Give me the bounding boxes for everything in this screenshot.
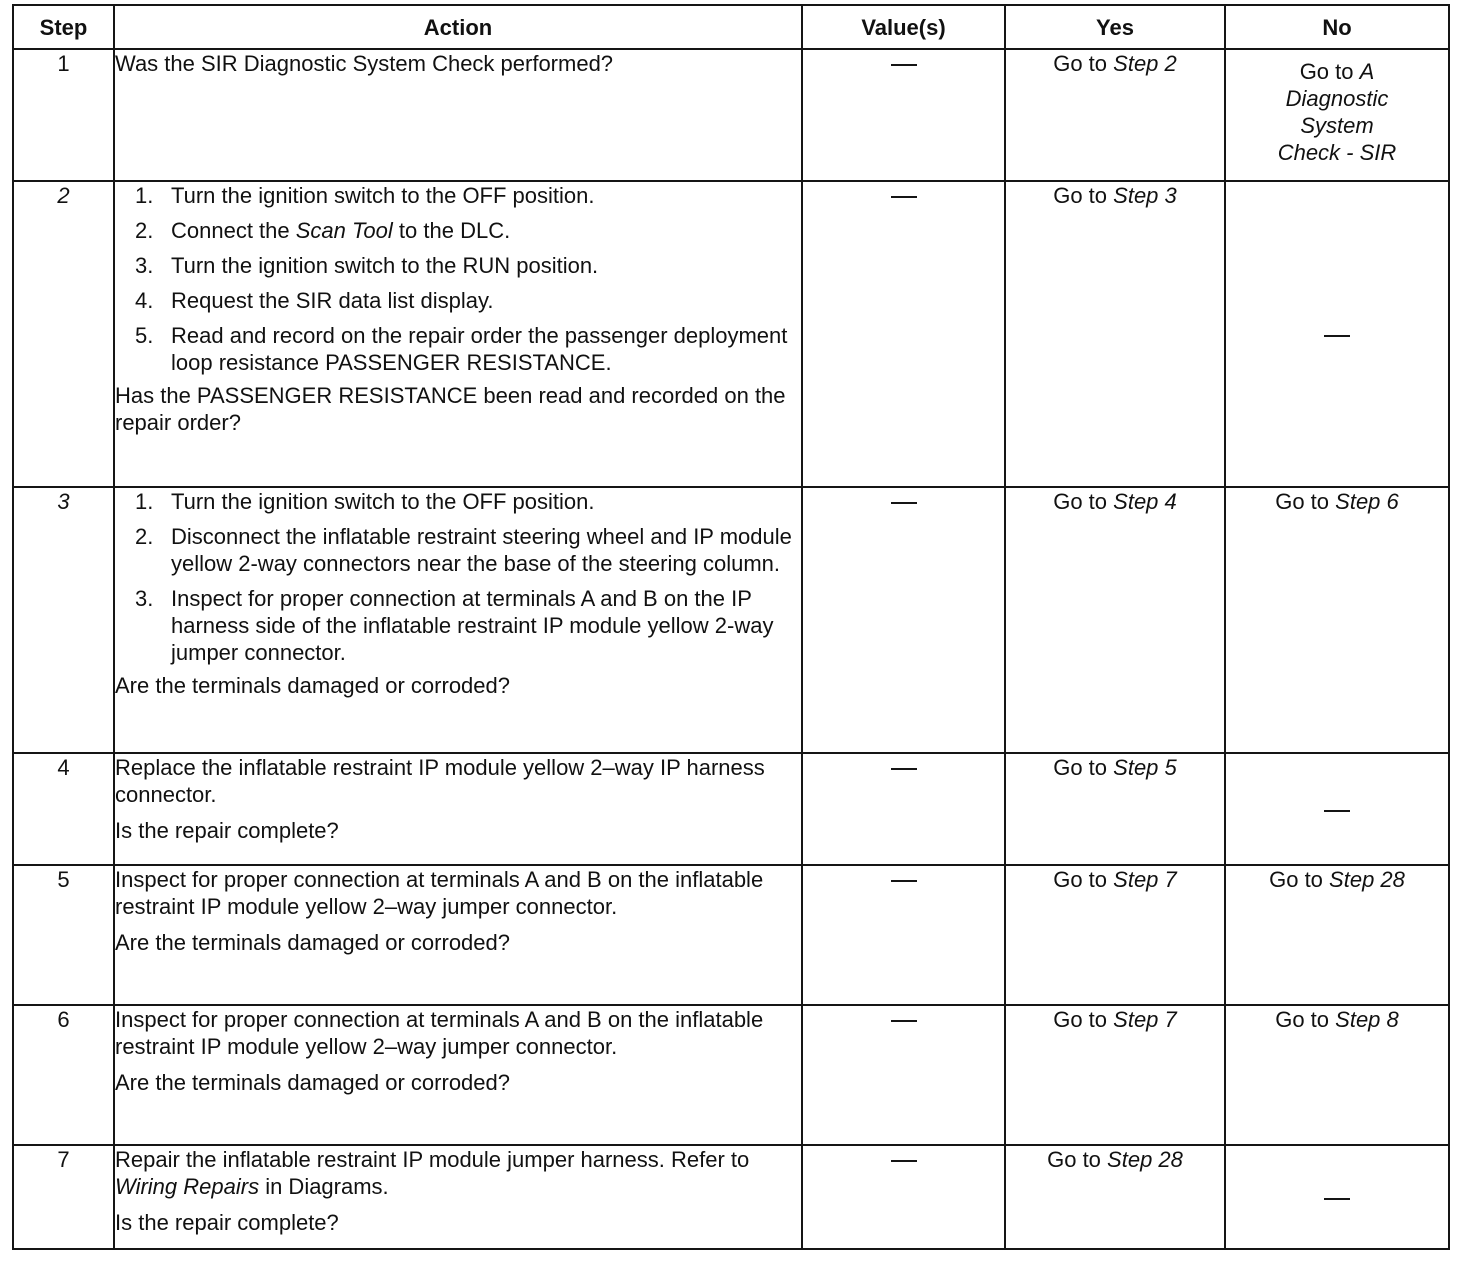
action-step-text: Disconnect the inflatable restraint steering wheel and IP module yellow 2-way connectors near the base of the steering column. xyxy=(171,524,792,576)
yes-cell xyxy=(1005,1145,1225,1249)
action-step: 5. Read and record on the repair order the passenger deployment loop resistance PASSENGER RESISTANCE. xyxy=(135,323,788,375)
step-number: 6 xyxy=(13,1005,114,1145)
step-number: 1 xyxy=(13,49,114,181)
action-step-text: Turn the ignition switch to the RUN position. xyxy=(171,253,599,278)
header-value: Value(s) xyxy=(802,5,1005,49)
table-row xyxy=(13,865,1449,1005)
header-action: Action xyxy=(114,5,802,49)
yes-cell xyxy=(1005,49,1225,181)
action-step-text: Turn the ignition switch to the OFF position. xyxy=(171,183,595,208)
action-step: 2. Disconnect the inflatable restraint steering wheel and IP module yellow 2-way connectors near the base of the steering column. xyxy=(135,524,792,576)
action-question: Are the terminals damaged or corroded? xyxy=(115,930,510,955)
no-step-ref: Step 8 xyxy=(1335,1007,1399,1032)
goto-label: Go to xyxy=(1269,867,1323,892)
header-row xyxy=(13,5,1449,49)
action-text: Inspect for proper connection at terminals A and B on the inflatable restraint IP module yellow 2–way jumper connector. xyxy=(115,1007,764,1059)
no-ref-line: System xyxy=(1300,113,1374,138)
action-step: 4. Request the SIR data list display. xyxy=(135,288,494,313)
yes-cell xyxy=(1005,487,1225,753)
value-cell xyxy=(802,753,1005,865)
table-row xyxy=(13,1145,1449,1249)
yes-step-ref: Step 2 xyxy=(1113,51,1177,76)
no-cell xyxy=(1225,753,1449,865)
no-ref-line: A xyxy=(1359,59,1375,84)
dash-mark xyxy=(891,1020,917,1022)
action-step-text: to the DLC. xyxy=(392,218,511,243)
action-question: Is the repair complete? xyxy=(115,1210,339,1235)
step-number: 3 xyxy=(13,487,114,753)
goto-label: Go to xyxy=(1275,489,1330,514)
dash-mark xyxy=(891,768,917,770)
action-cell xyxy=(114,1145,802,1249)
action-step: 1. Turn the ignition switch to the OFF position. xyxy=(135,489,595,514)
yes-step-ref: Step 7 xyxy=(1113,1007,1177,1032)
yes-step-ref: Step 7 xyxy=(1113,867,1177,892)
dash-mark xyxy=(1324,1198,1350,1200)
goto-label: Go to xyxy=(1053,755,1108,780)
action-text: Inspect for proper connection at terminals A and B on the inflatable restraint IP module yellow 2–way jumper connector. xyxy=(115,867,764,919)
action-step: 2. Connect the Scan Tool to the DLC. xyxy=(135,218,511,243)
goto-label: Go to xyxy=(1053,51,1108,76)
action-text-part: in Diagrams. xyxy=(259,1174,389,1199)
header-yes: Yes xyxy=(1005,5,1225,49)
dash-mark xyxy=(891,64,917,66)
dash-mark xyxy=(1324,335,1350,337)
action-step: 3. Turn the ignition switch to the RUN position. xyxy=(135,253,599,278)
action-step: 1. Turn the ignition switch to the OFF position. xyxy=(135,183,595,208)
value-cell xyxy=(802,865,1005,1005)
step-number: 2 xyxy=(13,181,114,487)
action-cell xyxy=(114,865,802,1005)
header-no: No xyxy=(1225,5,1449,49)
yes-step-ref: Step 5 xyxy=(1113,755,1177,780)
no-cell xyxy=(1225,181,1449,487)
action-steps xyxy=(115,182,801,376)
header-step: Step xyxy=(13,5,114,49)
goto-label: Go to xyxy=(1275,1007,1330,1032)
action-text-part: Repair the inflatable restraint IP module jumper harness. Refer to xyxy=(115,1147,750,1172)
action-cell xyxy=(114,1005,802,1145)
goto-label: Go to xyxy=(1053,867,1108,892)
no-cell xyxy=(1225,1145,1449,1249)
action-step: 3. Inspect for proper connection at terminals A and B on the IP harness side of the inflatable restraint IP module yellow 2-way jumper connector. xyxy=(135,586,774,665)
goto-label: Go to xyxy=(1299,59,1354,84)
goto-label: Go to xyxy=(1053,489,1108,514)
action-step-text: Inspect for proper connection at terminals A and B on the IP harness side of the inflatable restraint IP module yellow 2-way jumper connector. xyxy=(171,586,774,665)
action-question: Are the terminals damaged or corroded? xyxy=(115,673,510,698)
dash-mark xyxy=(1324,810,1350,812)
dash-mark xyxy=(891,1160,917,1162)
value-cell xyxy=(802,487,1005,753)
action-cell xyxy=(114,487,802,753)
no-step-ref: Step 6 xyxy=(1335,489,1399,514)
action-question: Are the terminals damaged or corroded? xyxy=(115,1070,510,1095)
action-step-text: Turn the ignition switch to the OFF position. xyxy=(171,489,595,514)
action-text xyxy=(115,1146,801,1200)
action-cell xyxy=(114,753,802,865)
dash-mark xyxy=(891,502,917,504)
action-step-text: Request the SIR data list display. xyxy=(171,288,494,313)
step-number: 5 xyxy=(13,865,114,1005)
action-text: Was the SIR Diagnostic System Check performed? xyxy=(115,51,614,76)
value-cell xyxy=(802,49,1005,181)
table-row xyxy=(13,487,1449,753)
action-question: Is the repair complete? xyxy=(115,818,339,843)
no-line xyxy=(1226,58,1448,85)
value-cell xyxy=(802,1005,1005,1145)
action-cell xyxy=(114,181,802,487)
yes-cell xyxy=(1005,753,1225,865)
dash-mark xyxy=(891,196,917,198)
value-cell xyxy=(802,181,1005,487)
action-question: Has the PASSENGER RESISTANCE been read and recorded on the repair order? xyxy=(115,383,786,435)
step-number: 7 xyxy=(13,1145,114,1249)
dash-mark xyxy=(891,880,917,882)
goto-label: Go to xyxy=(1047,1147,1101,1172)
action-text: Replace the inflatable restraint IP module yellow 2–way IP harness connector. xyxy=(115,755,765,807)
no-ref-line: Check - SIR xyxy=(1277,140,1397,165)
goto-label: Go to xyxy=(1053,1007,1108,1032)
no-cell xyxy=(1225,487,1449,753)
action-step-text: Connect the xyxy=(171,218,296,243)
table-row xyxy=(13,49,1449,181)
no-step-ref: Step 28 xyxy=(1329,867,1405,892)
action-text-emphasis: Wiring Repairs xyxy=(115,1174,260,1199)
no-cell xyxy=(1225,1005,1449,1145)
diagnostic-table xyxy=(12,4,1450,1250)
action-step-emphasis: Scan Tool xyxy=(295,218,393,243)
yes-step-ref: Step 4 xyxy=(1113,489,1177,514)
table-row xyxy=(13,753,1449,865)
yes-cell xyxy=(1005,1005,1225,1145)
goto-label: Go to xyxy=(1053,183,1108,208)
no-cell xyxy=(1225,49,1449,181)
yes-step-ref: Step 3 xyxy=(1113,183,1177,208)
no-ref-line: Diagnostic xyxy=(1285,86,1389,111)
action-steps xyxy=(115,488,801,666)
table-row xyxy=(13,181,1449,487)
action-cell xyxy=(114,49,802,181)
action-step-text: Read and record on the repair order the passenger deployment loop resistance PASSENGER RESISTANCE. xyxy=(171,323,788,375)
no-cell xyxy=(1225,865,1449,1005)
yes-step-ref: Step 28 xyxy=(1107,1147,1183,1172)
yes-cell xyxy=(1005,181,1225,487)
value-cell xyxy=(802,1145,1005,1249)
table-row xyxy=(13,1005,1449,1145)
step-number: 4 xyxy=(13,753,114,865)
yes-cell xyxy=(1005,865,1225,1005)
